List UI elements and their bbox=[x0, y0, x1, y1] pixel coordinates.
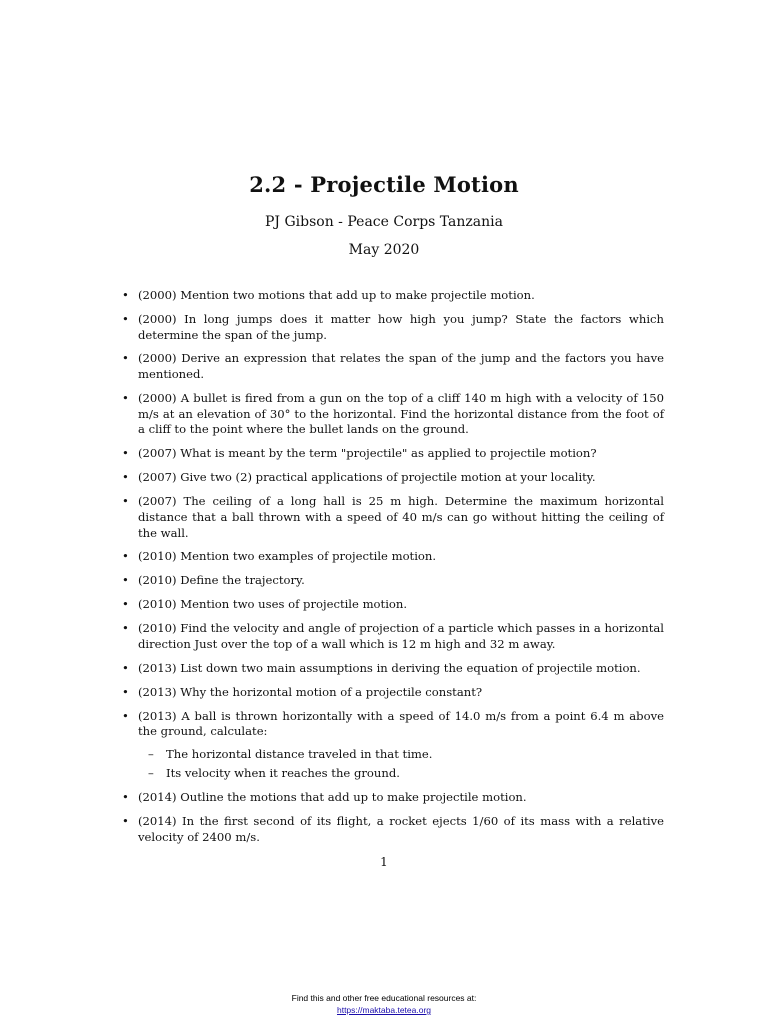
footer-link[interactable]: https://maktaba.tetea.org bbox=[336, 1005, 432, 1015]
question-text: (2010) Mention two uses of projectile motion. bbox=[138, 597, 408, 612]
question-item bbox=[118, 312, 664, 343]
question-item bbox=[118, 288, 664, 304]
bullet-icon: • bbox=[122, 660, 129, 675]
question-item bbox=[118, 814, 664, 845]
sub-item bbox=[138, 766, 664, 782]
bullet-icon: • bbox=[122, 573, 129, 588]
question-item bbox=[118, 709, 664, 782]
question-item bbox=[118, 621, 664, 652]
bullet-icon: • bbox=[122, 708, 129, 723]
page-number: 1 bbox=[380, 855, 388, 869]
question-text: (2010) Find the velocity and angle of projection of a particle which passes in a horizontal direction Just over the top of a wall which is 12 m high and 32 m away. bbox=[138, 621, 664, 651]
question-item bbox=[118, 685, 664, 701]
question-item bbox=[118, 597, 664, 613]
footer bbox=[0, 992, 768, 1016]
question-item bbox=[118, 549, 664, 565]
bullet-icon: • bbox=[122, 790, 129, 805]
bullet-icon: • bbox=[122, 549, 129, 564]
question-text: (2013) Why the horizontal motion of a projectile constant? bbox=[138, 684, 483, 699]
question-text: (2013) List down two main assumptions in deriving the equation of projectile motion. bbox=[138, 660, 641, 675]
bullet-icon: • bbox=[122, 813, 129, 828]
bullet-icon: • bbox=[122, 391, 129, 406]
bullet-icon: • bbox=[122, 351, 129, 366]
question-text: (2010) Mention two examples of projectile motion. bbox=[138, 549, 437, 564]
question-text: (2014) Outline the motions that add up to make projectile motion. bbox=[138, 790, 527, 805]
bullet-icon: • bbox=[122, 597, 129, 612]
sub-list bbox=[138, 747, 664, 782]
question-text: (2000) Derive an expression that relates the span of the jump and the factors you have mentioned. bbox=[138, 351, 664, 382]
bullet-icon: • bbox=[122, 311, 129, 326]
question-item bbox=[118, 790, 664, 806]
question-item bbox=[118, 661, 664, 677]
question-text: (2000) A bullet is fired from a gun on the top of a cliff 140 m high with a velocity of 150 m/s at an elevation of 30° to the horizontal. Find the horizontal distance from the foot of a cliff to the point where the bullet lands on the ground. bbox=[138, 391, 664, 437]
question-text: (2000) Mention two motions that add up to make projectile motion. bbox=[138, 288, 535, 302]
document-title: 2.2 - Projectile Motion bbox=[249, 172, 519, 197]
sub-item-text: Its velocity when it reaches the ground. bbox=[166, 766, 400, 781]
question-list bbox=[118, 288, 664, 854]
document-author: PJ Gibson - Peace Corps Tanzania bbox=[265, 214, 503, 230]
dash-icon: – bbox=[148, 746, 154, 761]
question-text: (2007) The ceiling of a long hall is 25 m high. Determine the maximum horizontal distance that a ball thrown with a speed of 40 m/s can go without hitting the ceiling of the wall. bbox=[138, 494, 664, 540]
sub-item-text: The horizontal distance traveled in that time. bbox=[166, 746, 433, 761]
question-item bbox=[118, 391, 664, 438]
question-item bbox=[118, 470, 664, 486]
question-item bbox=[118, 494, 664, 541]
dash-icon: – bbox=[148, 766, 154, 781]
bullet-icon: • bbox=[122, 446, 129, 461]
bullet-icon: • bbox=[122, 684, 129, 699]
question-item bbox=[118, 351, 664, 382]
footer-text: Find this and other free educational resources at: bbox=[291, 993, 477, 1003]
question-text: (2007) Give two (2) practical applications of projectile motion at your locality. bbox=[138, 470, 596, 485]
bullet-icon: • bbox=[122, 288, 129, 302]
question-text: (2010) Define the trajectory. bbox=[138, 573, 305, 588]
question-text: (2000) In long jumps does it matter how high you jump? State the factors which determine the span of the jump. bbox=[138, 311, 664, 342]
question-text: (2013) A ball is thrown horizontally with a speed of 14.0 m/s from a point 6.4 m above the ground, calculate: bbox=[138, 708, 664, 739]
bullet-icon: • bbox=[122, 621, 129, 636]
question-item bbox=[118, 446, 664, 462]
sub-item bbox=[138, 747, 664, 763]
question-text: (2007) What is meant by the term "projectile" as applied to projectile motion? bbox=[138, 446, 597, 461]
bullet-icon: • bbox=[122, 494, 129, 509]
document-date: May 2020 bbox=[348, 242, 420, 258]
bullet-icon: • bbox=[122, 470, 129, 485]
question-item bbox=[118, 573, 664, 589]
question-text: (2014) In the first second of its flight, a rocket ejects 1/60 of its mass with a relative velocity of 2400 m/s. bbox=[138, 813, 664, 844]
